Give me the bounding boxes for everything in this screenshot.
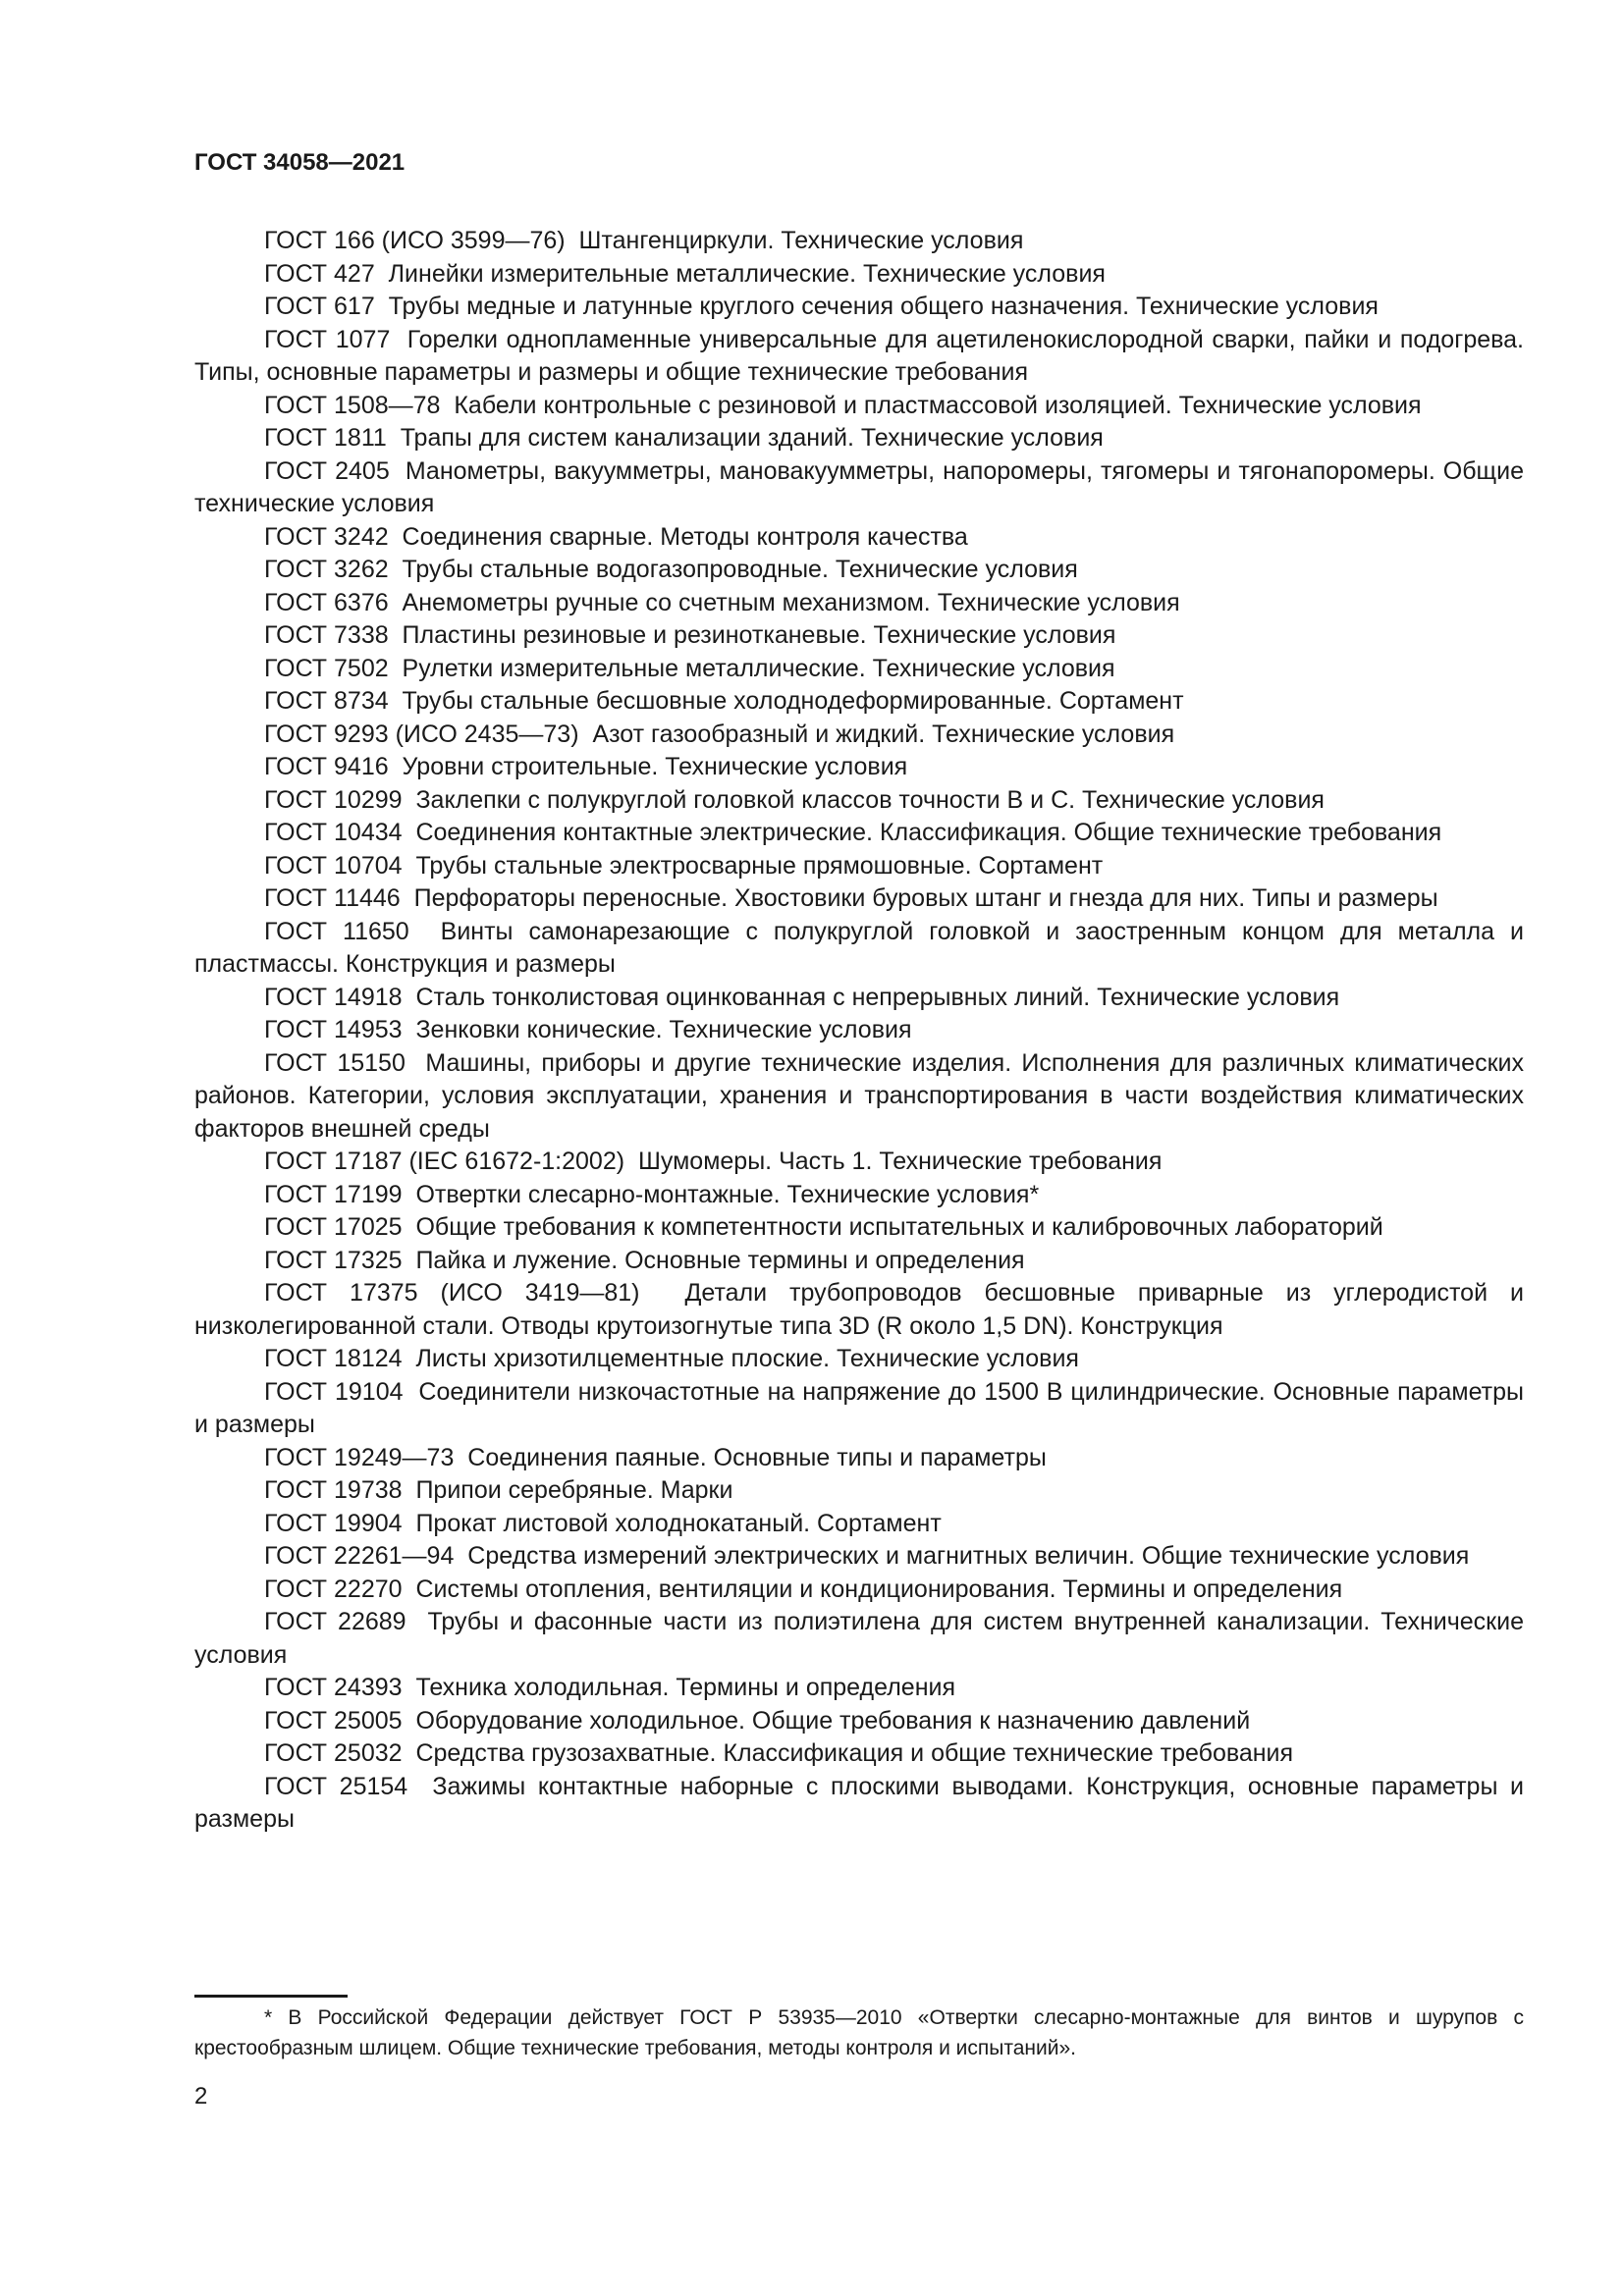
- reference-code: ГОСТ 22270: [264, 1575, 403, 1603]
- reference-item: [194, 258, 1524, 292]
- reference-code: ГОСТ 9293 (ИСО 2435—73): [264, 720, 579, 748]
- reference-code: ГОСТ 11650: [264, 917, 409, 945]
- reference-title: Листы хризотилцементные плоские. Технические условия: [415, 1345, 1079, 1372]
- reference-item: [194, 1047, 1524, 1147]
- reference-title: Соединения паяные. Основные типы и параметры: [467, 1443, 1047, 1471]
- reference-code: ГОСТ 19904: [264, 1509, 403, 1537]
- reference-title: Шумомеры. Часть 1. Технические требования: [637, 1148, 1163, 1175]
- reference-title: Линейки измерительные металлические. Технические условия: [388, 259, 1106, 288]
- reference-item: [194, 291, 1524, 324]
- reference-title: Трубы и фасонные части из полиэтилена для систем внутренней канализации. Технические условия: [194, 1608, 1524, 1669]
- reference-item: [194, 422, 1524, 455]
- reference-title: Рулетки измерительные металлические. Технические условия: [402, 654, 1115, 682]
- reference-code: ГОСТ 17199: [264, 1180, 403, 1208]
- reference-title: Детали трубопроводов бесшовные приварные из углеродистой и низколегированной стали. Отводы крутоизогнутые типа 3D (R около 1,5 DN). Конструкция: [194, 1279, 1524, 1340]
- reference-code: ГОСТ 25005: [264, 1706, 403, 1735]
- reference-code: ГОСТ 10434: [264, 819, 403, 846]
- reference-title: Соединения контактные электрические. Классификация. Общие технические требования: [415, 819, 1442, 846]
- reference-item: [194, 455, 1524, 521]
- normative-references-list: [194, 225, 1524, 1837]
- reference-code: ГОСТ 7502: [264, 654, 389, 682]
- reference-code: ГОСТ 22261—94: [264, 1542, 455, 1570]
- reference-title: Манометры, вакуумметры, мановакуумметры, напоромеры, тягомеры и тягонапоромеры. Общие технические условия: [194, 456, 1524, 517]
- reference-code: ГОСТ 17325: [264, 1246, 403, 1274]
- reference-title: Припои серебряные. Марки: [415, 1476, 733, 1504]
- reference-title: Средства измерений электрических и магнитных величин. Общие технические условия: [467, 1542, 1470, 1570]
- reference-item: [194, 1574, 1524, 1607]
- reference-item: [194, 1474, 1524, 1508]
- reference-title: Зажимы контактные наборные с плоскими выводами. Конструкция, основные параметры и размеры: [194, 1772, 1524, 1833]
- reference-code: ГОСТ 3242: [264, 522, 389, 551]
- standard-id: ГОСТ 34058—2021: [194, 149, 406, 176]
- reference-item: [194, 1211, 1524, 1245]
- reference-code: ГОСТ 25154: [264, 1772, 408, 1800]
- reference-title: Зенковки конические. Технические условия: [415, 1016, 912, 1043]
- reference-code: ГОСТ 6376: [264, 588, 389, 616]
- reference-item: [194, 1540, 1524, 1574]
- reference-item: [194, 1179, 1524, 1212]
- reference-code: ГОСТ 9416: [264, 753, 389, 780]
- reference-code: ГОСТ 15150: [264, 1048, 406, 1077]
- reference-item: [194, 521, 1524, 555]
- reference-title: Соединения сварные. Методы контроля качества: [402, 522, 968, 551]
- reference-title: Трапы для систем канализации зданий. Технические условия: [400, 424, 1104, 452]
- reference-title: Штангенциркули. Технические условия: [578, 227, 1024, 254]
- reference-code: ГОСТ 14953: [264, 1016, 403, 1043]
- reference-title: Кабели контрольные с резиновой и пластмассовой изоляцией. Технические условия: [454, 391, 1422, 419]
- reference-item: [194, 1014, 1524, 1047]
- reference-code: ГОСТ 8734: [264, 687, 389, 715]
- reference-item: [194, 225, 1524, 258]
- reference-code: ГОСТ 617: [264, 293, 375, 320]
- reference-item: [194, 1737, 1524, 1771]
- reference-title: Заклепки с полукруглой головкой классов точности В и С. Технические условия: [415, 785, 1325, 814]
- reference-code: ГОСТ 10704: [264, 851, 403, 880]
- reference-item: [194, 982, 1524, 1015]
- reference-code: ГОСТ 166 (ИСО 3599—76): [264, 227, 566, 254]
- reference-title: Соединители низкочастотные на напряжение до 1500 В цилиндрические. Основные параметры и размеры: [194, 1377, 1524, 1438]
- reference-item: [194, 1376, 1524, 1442]
- reference-item: [194, 850, 1524, 883]
- reference-code: ГОСТ 25032: [264, 1739, 403, 1767]
- reference-title: Пайка и лужение. Основные термины и определения: [415, 1246, 1025, 1274]
- reference-code: ГОСТ 24393: [264, 1674, 403, 1701]
- reference-item: [194, 817, 1524, 850]
- reference-title: Пластины резиновые и резинотканевые. Технические условия: [402, 621, 1116, 649]
- reference-title: Винты самонарезающие с полукруглой головкой и заостренным концом для металла и пластмассы. Конструкция и размеры: [194, 917, 1524, 978]
- reference-title: Перфораторы переносные. Хвостовики буровых штанг и гнезда для них. Типы и размеры: [413, 884, 1438, 912]
- reference-item: [194, 1343, 1524, 1376]
- reference-title: Средства грузозахватные. Классификация и общие технические требования: [415, 1739, 1294, 1767]
- reference-title: Общие требования к компетентности испытательных и калибровочных лабораторий: [415, 1213, 1383, 1241]
- reference-code: ГОСТ 19738: [264, 1476, 403, 1504]
- reference-title: Горелки однопламенные универсальные для ацетиленокислородной сварки, пайки и подогрева. Типы, основные параметры и размеры и общие технические требования: [194, 325, 1524, 386]
- document-header: [194, 147, 405, 179]
- reference-item: [194, 1442, 1524, 1475]
- reference-item: [194, 1245, 1524, 1278]
- reference-code: ГОСТ 11446: [264, 884, 401, 912]
- reference-code: ГОСТ 1508—78: [264, 391, 441, 419]
- reference-title: Трубы медные и латунные круглого сечения общего назначения. Технические условия: [388, 293, 1379, 320]
- reference-code: ГОСТ 17025: [264, 1213, 403, 1241]
- reference-item: [194, 685, 1524, 719]
- reference-title: Уровни строительные. Технические условия: [402, 753, 908, 780]
- reference-title: Анемометры ручные со счетным механизмом. Технические условия: [402, 588, 1180, 616]
- page-number: 2: [194, 2083, 208, 2109]
- reference-code: ГОСТ 1077: [264, 325, 391, 353]
- reference-title: Системы отопления, вентиляции и кондиционирования. Термины и определения: [415, 1575, 1343, 1603]
- reference-item: [194, 1771, 1524, 1837]
- reference-code: ГОСТ 7338: [264, 621, 389, 649]
- reference-title: Техника холодильная. Термины и определения: [415, 1674, 956, 1701]
- reference-item: [194, 784, 1524, 818]
- reference-code: ГОСТ 22689: [264, 1608, 406, 1635]
- reference-code: ГОСТ 1811: [264, 424, 387, 452]
- reference-title: Оборудование холодильное. Общие требования к назначению давлений: [415, 1706, 1251, 1735]
- reference-title: Отвертки слесарно-монтажные. Технические условия*: [415, 1180, 1040, 1208]
- reference-title: Азот газообразный и жидкий. Технические условия: [592, 720, 1175, 748]
- reference-item: [194, 751, 1524, 784]
- reference-title: Трубы стальные бесшовные холоднодеформированные. Сортамент: [402, 687, 1184, 715]
- reference-item: [194, 1277, 1524, 1343]
- reference-code: ГОСТ 17187 (IEC 61672-1:2002): [264, 1148, 625, 1175]
- reference-title: Трубы стальные водогазопроводные. Технические условия: [402, 556, 1078, 583]
- reference-item: [194, 1705, 1524, 1738]
- reference-code: ГОСТ 19249—73: [264, 1443, 455, 1471]
- reference-item: [194, 554, 1524, 587]
- reference-title: Машины, приборы и другие технические изделия. Исполнения для различных климатических районов. Категории, условия эксплуатации, хранения и транспортирования в части воздействия климатических факторов внешней среды: [194, 1048, 1524, 1143]
- reference-item: [194, 653, 1524, 686]
- reference-item: [194, 1672, 1524, 1705]
- reference-code: ГОСТ 17375 (ИСО 3419—81): [264, 1279, 640, 1307]
- reference-item: [194, 324, 1524, 390]
- reference-item: [194, 882, 1524, 916]
- reference-item: [194, 390, 1524, 423]
- reference-item: [194, 916, 1524, 982]
- reference-code: ГОСТ 2405: [264, 456, 390, 485]
- footnote-divider: [194, 1995, 348, 1998]
- reference-code: ГОСТ 19104: [264, 1377, 404, 1406]
- reference-item: [194, 619, 1524, 653]
- reference-code: ГОСТ 14918: [264, 983, 403, 1011]
- reference-item: [194, 587, 1524, 620]
- reference-code: ГОСТ 427: [264, 259, 375, 288]
- reference-code: ГОСТ 3262: [264, 556, 389, 583]
- reference-title: Трубы стальные электросварные прямошовные. Сортамент: [415, 851, 1104, 880]
- footnote: * В Российской Федерации действует ГОСТ Р 53935—2010 «Отвертки слесарно-монтажные для винтов и шурупов с крестообразным шлицем. Общие технические требования, методы контроля и испытаний».: [194, 2006, 1524, 2059]
- reference-item: [194, 719, 1524, 752]
- reference-code: ГОСТ 18124: [264, 1345, 403, 1372]
- reference-item: [194, 1606, 1524, 1672]
- reference-item: [194, 1146, 1524, 1179]
- reference-title: Прокат листовой холоднокатаный. Сортамент: [415, 1509, 942, 1537]
- reference-item: [194, 1508, 1524, 1541]
- reference-code: ГОСТ 10299: [264, 785, 403, 814]
- reference-title: Сталь тонколистовая оцинкованная с непрерывных линий. Технические условия: [415, 983, 1340, 1011]
